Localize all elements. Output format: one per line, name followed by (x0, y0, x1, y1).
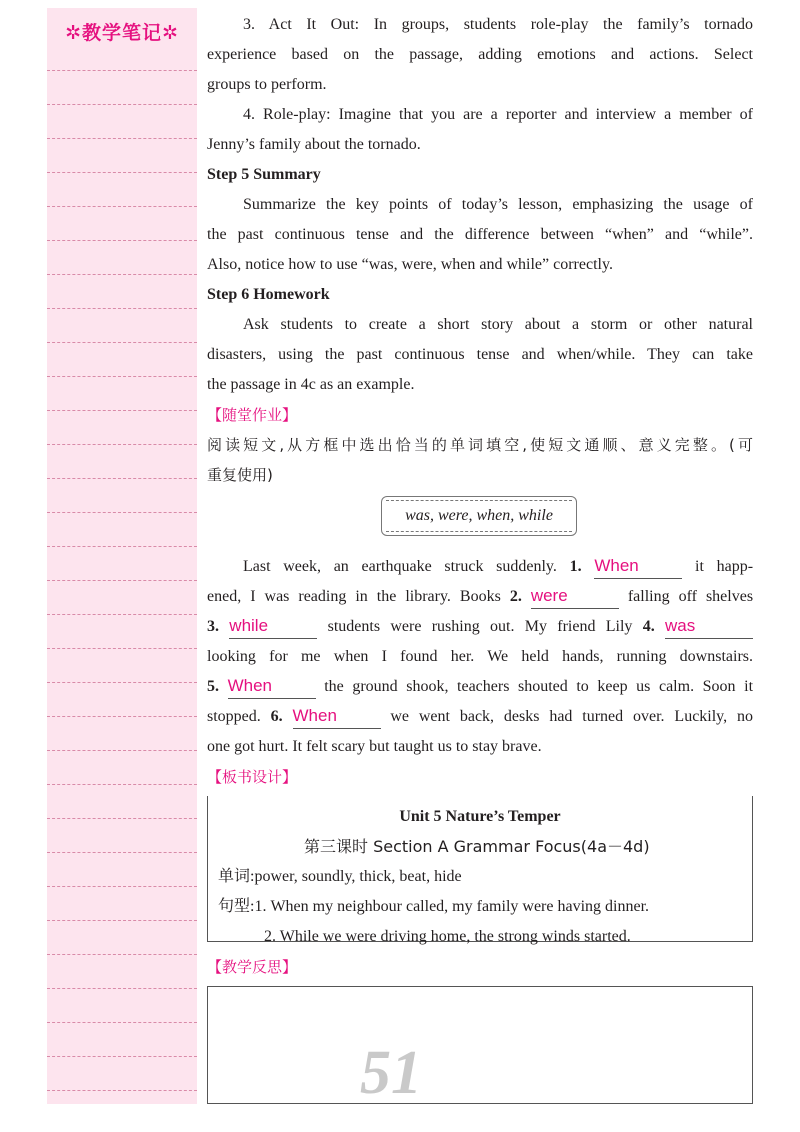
passage-line-3 (207, 612, 753, 642)
note-line (47, 172, 197, 173)
homework-line-3: the passage in 4c as an example. (207, 376, 415, 393)
passage-line-7: one got hurt. It felt scary but taught us to stay brave. (207, 738, 542, 755)
passage-text: it happ- (695, 558, 754, 575)
homework-line-2: disasters, using the past continuous tense and when/while. They can take (207, 346, 753, 363)
act-it-out-line-3: groups to perform. (207, 76, 327, 93)
exercise-heading: 【随堂作业】 (207, 406, 298, 424)
reflection-box (207, 986, 753, 1104)
answer-3: while (229, 616, 269, 635)
answer-2: were (530, 586, 568, 605)
answer-4: was (665, 616, 696, 635)
note-line (47, 274, 197, 275)
note-line (47, 682, 197, 683)
role-play-line-1: 4. Role-play: Imagine that you are a reporter and interview a member of (243, 106, 753, 123)
board-words: 单词:power, soundly, thick, beat, hide (218, 868, 462, 885)
summary-line-3: Also, notice how to use “was, were, when and while” correctly. (207, 256, 613, 273)
note-line (47, 818, 197, 819)
role-play-line-2: Jenny’s family about the tornado. (207, 136, 421, 153)
note-line (47, 1056, 197, 1057)
blank-number: 5. (207, 678, 219, 695)
summary-line-2: the past continuous tense and the difference between “when” and “while”. (207, 226, 753, 243)
answer-blank-1 (594, 555, 682, 579)
passage-text: students were rushing out. My friend Lily (327, 618, 633, 635)
exercise-instruction-2: 重复使用) (207, 466, 273, 484)
answer-blank-3 (229, 615, 317, 639)
word-box: was, were, when, while (381, 496, 577, 536)
passage-text: ened, I was reading in the library. Books (207, 588, 501, 605)
board-title: Unit 5 Nature’s Temper (399, 808, 561, 825)
answer-1: When (594, 556, 639, 575)
passage-text: falling off shelves (627, 588, 754, 605)
blank-number: 4. (642, 618, 655, 635)
blank-number: 3. (207, 618, 219, 635)
note-line (47, 886, 197, 887)
summary-line-1: Summarize the key points of today’s lesson, emphasizing the usage of (243, 196, 753, 213)
answer-5: When (227, 676, 273, 695)
answer-blank-2 (531, 585, 619, 609)
note-line (47, 138, 197, 139)
board-sentence-2: 2. While we were driving home, the strong winds started. (264, 928, 631, 945)
answer-blank-6 (293, 705, 381, 729)
board-subtitle: 第三课时 Section A Grammar Focus(4a－4d) (304, 837, 650, 856)
note-line (47, 240, 197, 241)
board-sentence-1 (218, 892, 649, 922)
board-design-box (207, 796, 753, 945)
passage-text: Last week, an earthquake struck suddenly. (243, 558, 557, 575)
note-line (47, 852, 197, 853)
act-it-out-line-2: experience based on the passage, adding emotions and actions. Select (207, 46, 753, 63)
homework-line-1: Ask students to create a short story about a storm or other natural (243, 316, 753, 333)
passage-line-1 (207, 552, 753, 582)
note-line (47, 342, 197, 343)
note-line (47, 1022, 197, 1023)
note-line (47, 512, 197, 513)
note-line (47, 206, 197, 207)
note-line (47, 444, 197, 445)
note-line (47, 580, 197, 581)
note-line (47, 478, 197, 479)
note-line (47, 70, 197, 71)
step-6-heading: Step 6 Homework (207, 286, 330, 303)
note-line (47, 988, 197, 989)
act-it-out-line-1: 3. Act It Out: In groups, students role-play the family’s tornado (243, 16, 753, 33)
note-line (47, 308, 197, 309)
note-line (47, 648, 197, 649)
note-line (47, 376, 197, 377)
blank-number: 1. (569, 558, 582, 575)
note-line (47, 954, 197, 955)
passage-line-2 (207, 582, 753, 612)
note-line (47, 750, 197, 751)
blank-number: 6. (270, 708, 283, 725)
passage-text: we went back, desks had turned over. Luckily, no (390, 708, 753, 725)
passage-text: stopped. (207, 708, 261, 725)
note-line (47, 716, 197, 717)
note-line (47, 1090, 197, 1091)
exercise-instruction-1: 阅读短文,从方框中选出恰当的单词填空,使短文通顺、意义完整。(可 (207, 436, 753, 454)
note-line (47, 784, 197, 785)
passage-line-4: looking for me when I found her. We held hands, running downstairs. (207, 648, 753, 665)
sidebar-title: ✲教学笔记✲ (65, 22, 179, 44)
passage-line-5 (207, 672, 753, 702)
step-5-heading: Step 5 Summary (207, 166, 321, 183)
passage-text: the ground shook, teachers shouted to keep us calm. Soon it (324, 678, 754, 695)
board-design-heading: 【板书设计】 (207, 768, 298, 786)
note-line (47, 546, 197, 547)
reflection-heading: 【教学反思】 (207, 958, 298, 976)
note-line (47, 104, 197, 105)
sentence-label: 句型: (218, 898, 255, 915)
note-line (47, 410, 197, 411)
note-line (47, 920, 197, 921)
sentence-text: 1. When my neighbour called, my family were having dinner. (254, 898, 650, 915)
passage-line-6 (207, 702, 753, 732)
answer-blank-4 (665, 615, 753, 639)
answer-6: When (292, 706, 337, 725)
note-line (47, 614, 197, 615)
notes-sidebar (47, 8, 197, 1104)
blank-number: 2. (509, 588, 522, 605)
answer-blank-5 (228, 675, 316, 699)
page-number: 51 (360, 1039, 422, 1107)
